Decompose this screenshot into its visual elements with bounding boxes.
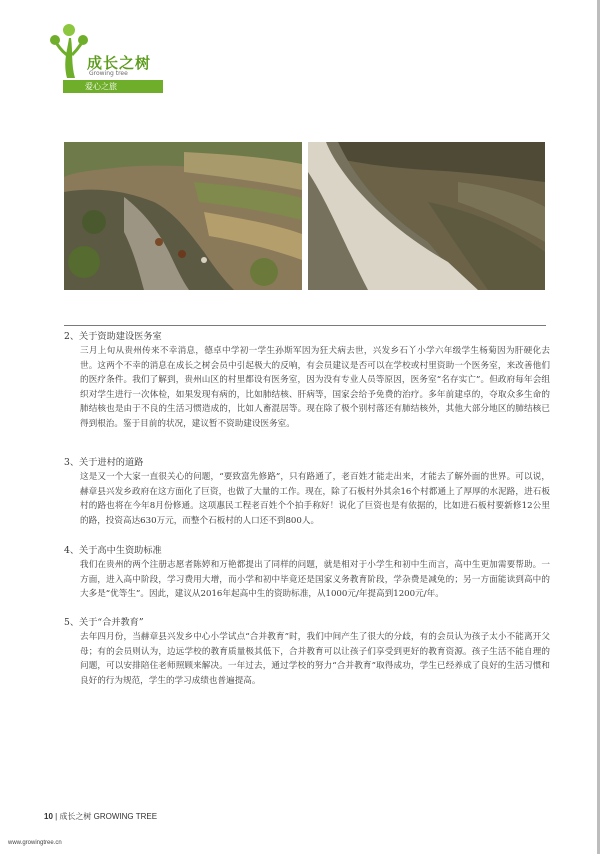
section-title: 3、关于进村的道路 xyxy=(64,457,144,468)
section-merged-education xyxy=(64,616,550,688)
website-url: www.growingtree.cn xyxy=(8,840,62,846)
page-footer xyxy=(44,811,157,822)
mountain-road-photo xyxy=(308,142,545,290)
section-body: 我们在贵州的两个注册志愿者陈婷和万艳都提出了同样的问题，就是相对于小学生和初中生而言，高中生更加需要帮助。一方面，进入高中阶段，学习费用大增，而小学和初中毕竟还是国家义务教育阶段，学杂费是减免的；另一方面能读到高中的大多是“优等生”。因此，建议从2016年起高中生的资助标准，从1000元/年提高到1200元/年。 xyxy=(80,560,550,600)
section-title: 2、关于资助建设医务室 xyxy=(64,331,162,342)
section-title: 4、关于高中生资助标准 xyxy=(64,545,162,556)
mountain-village-photo xyxy=(64,142,302,290)
growing-tree-logo xyxy=(45,22,165,94)
section-body: 三月上旬从贵州传来不幸消息，德卓中学初一学生孙斯军因为狂犬病去世，兴发乡石丫小学六年级学生杨菊因为肝硬化去世。这两个不幸的消息在成长之树会员中引起极大的反响，有会员建议是否可以在学校或村里资助一个医务室，来改善他们的医疗条件。我们了解到，贵州山区的村里都设有医务室，因为没有专业人员等原因，医务室“名存实亡”。但政府每年会组织对学生进行一次体检，如果发现有病的，比如肺结核、肝病等，国家会给予免费的治疗。多年前建卓的，夺取众多生命的肺结核也是由于不良的生活习惯造成的，比如人畜混居等。现在除了极个别村落还有肺结核外，其他大部分地区的肺结核已得到根治。鉴于目前的状况，建议暂不资助建设医务室。 xyxy=(80,346,550,429)
section-body: 这是又一个大家一直很关心的问题，“要致富先修路”，只有路通了，老百姓才能走出来，才能去了解外面的世界。可以说，赫章县兴发乡政府在这方面化了巨资，也做了大量的工作。现在，除了石板村外其余16个村都通上了厚厚的水泥路，进石板村的路也将在今年8月份修通。这项惠民工程老百姓个个拍手称好！说化了巨资也是有依据的，比如进石板村要新修12公里的路，投资高达630万元，而整个石板村的人口还不到800人。 xyxy=(80,472,550,526)
footer-label: 成长之树 GROWING TREE xyxy=(59,812,158,821)
section-medical-room xyxy=(64,330,550,432)
section-highschool-funding xyxy=(64,544,550,602)
logo-brand-cn: 成长之树 xyxy=(87,54,152,72)
logo-brand-en: Growing tree xyxy=(89,70,128,77)
footer-separator: | xyxy=(52,812,60,821)
section-body: 去年四月份，当赫章县兴发乡中心小学试点“合并教育”时，我们中间产生了很大的分歧，有的会员认为孩子太小不能离开父母；有的会员则认为，边远学校的教育质量极其低下，合并教育可以让孩子们享受到更好的教育资源。孩子生活不能自理的问题，可以安排陪住老师照顾来解决。一年过去，通过学校的努力“合并教育”取得成功，学生已经养成了良好的生活习惯和良好的行为规范，学生的学习成绩也普遍提高。 xyxy=(80,632,550,686)
logo-tag: 爱心之旅 xyxy=(85,82,117,91)
section-village-road xyxy=(64,456,550,528)
section-divider xyxy=(64,325,546,326)
section-title: 5、关于“合并教育” xyxy=(64,617,144,628)
page-number: 10 xyxy=(44,812,53,821)
